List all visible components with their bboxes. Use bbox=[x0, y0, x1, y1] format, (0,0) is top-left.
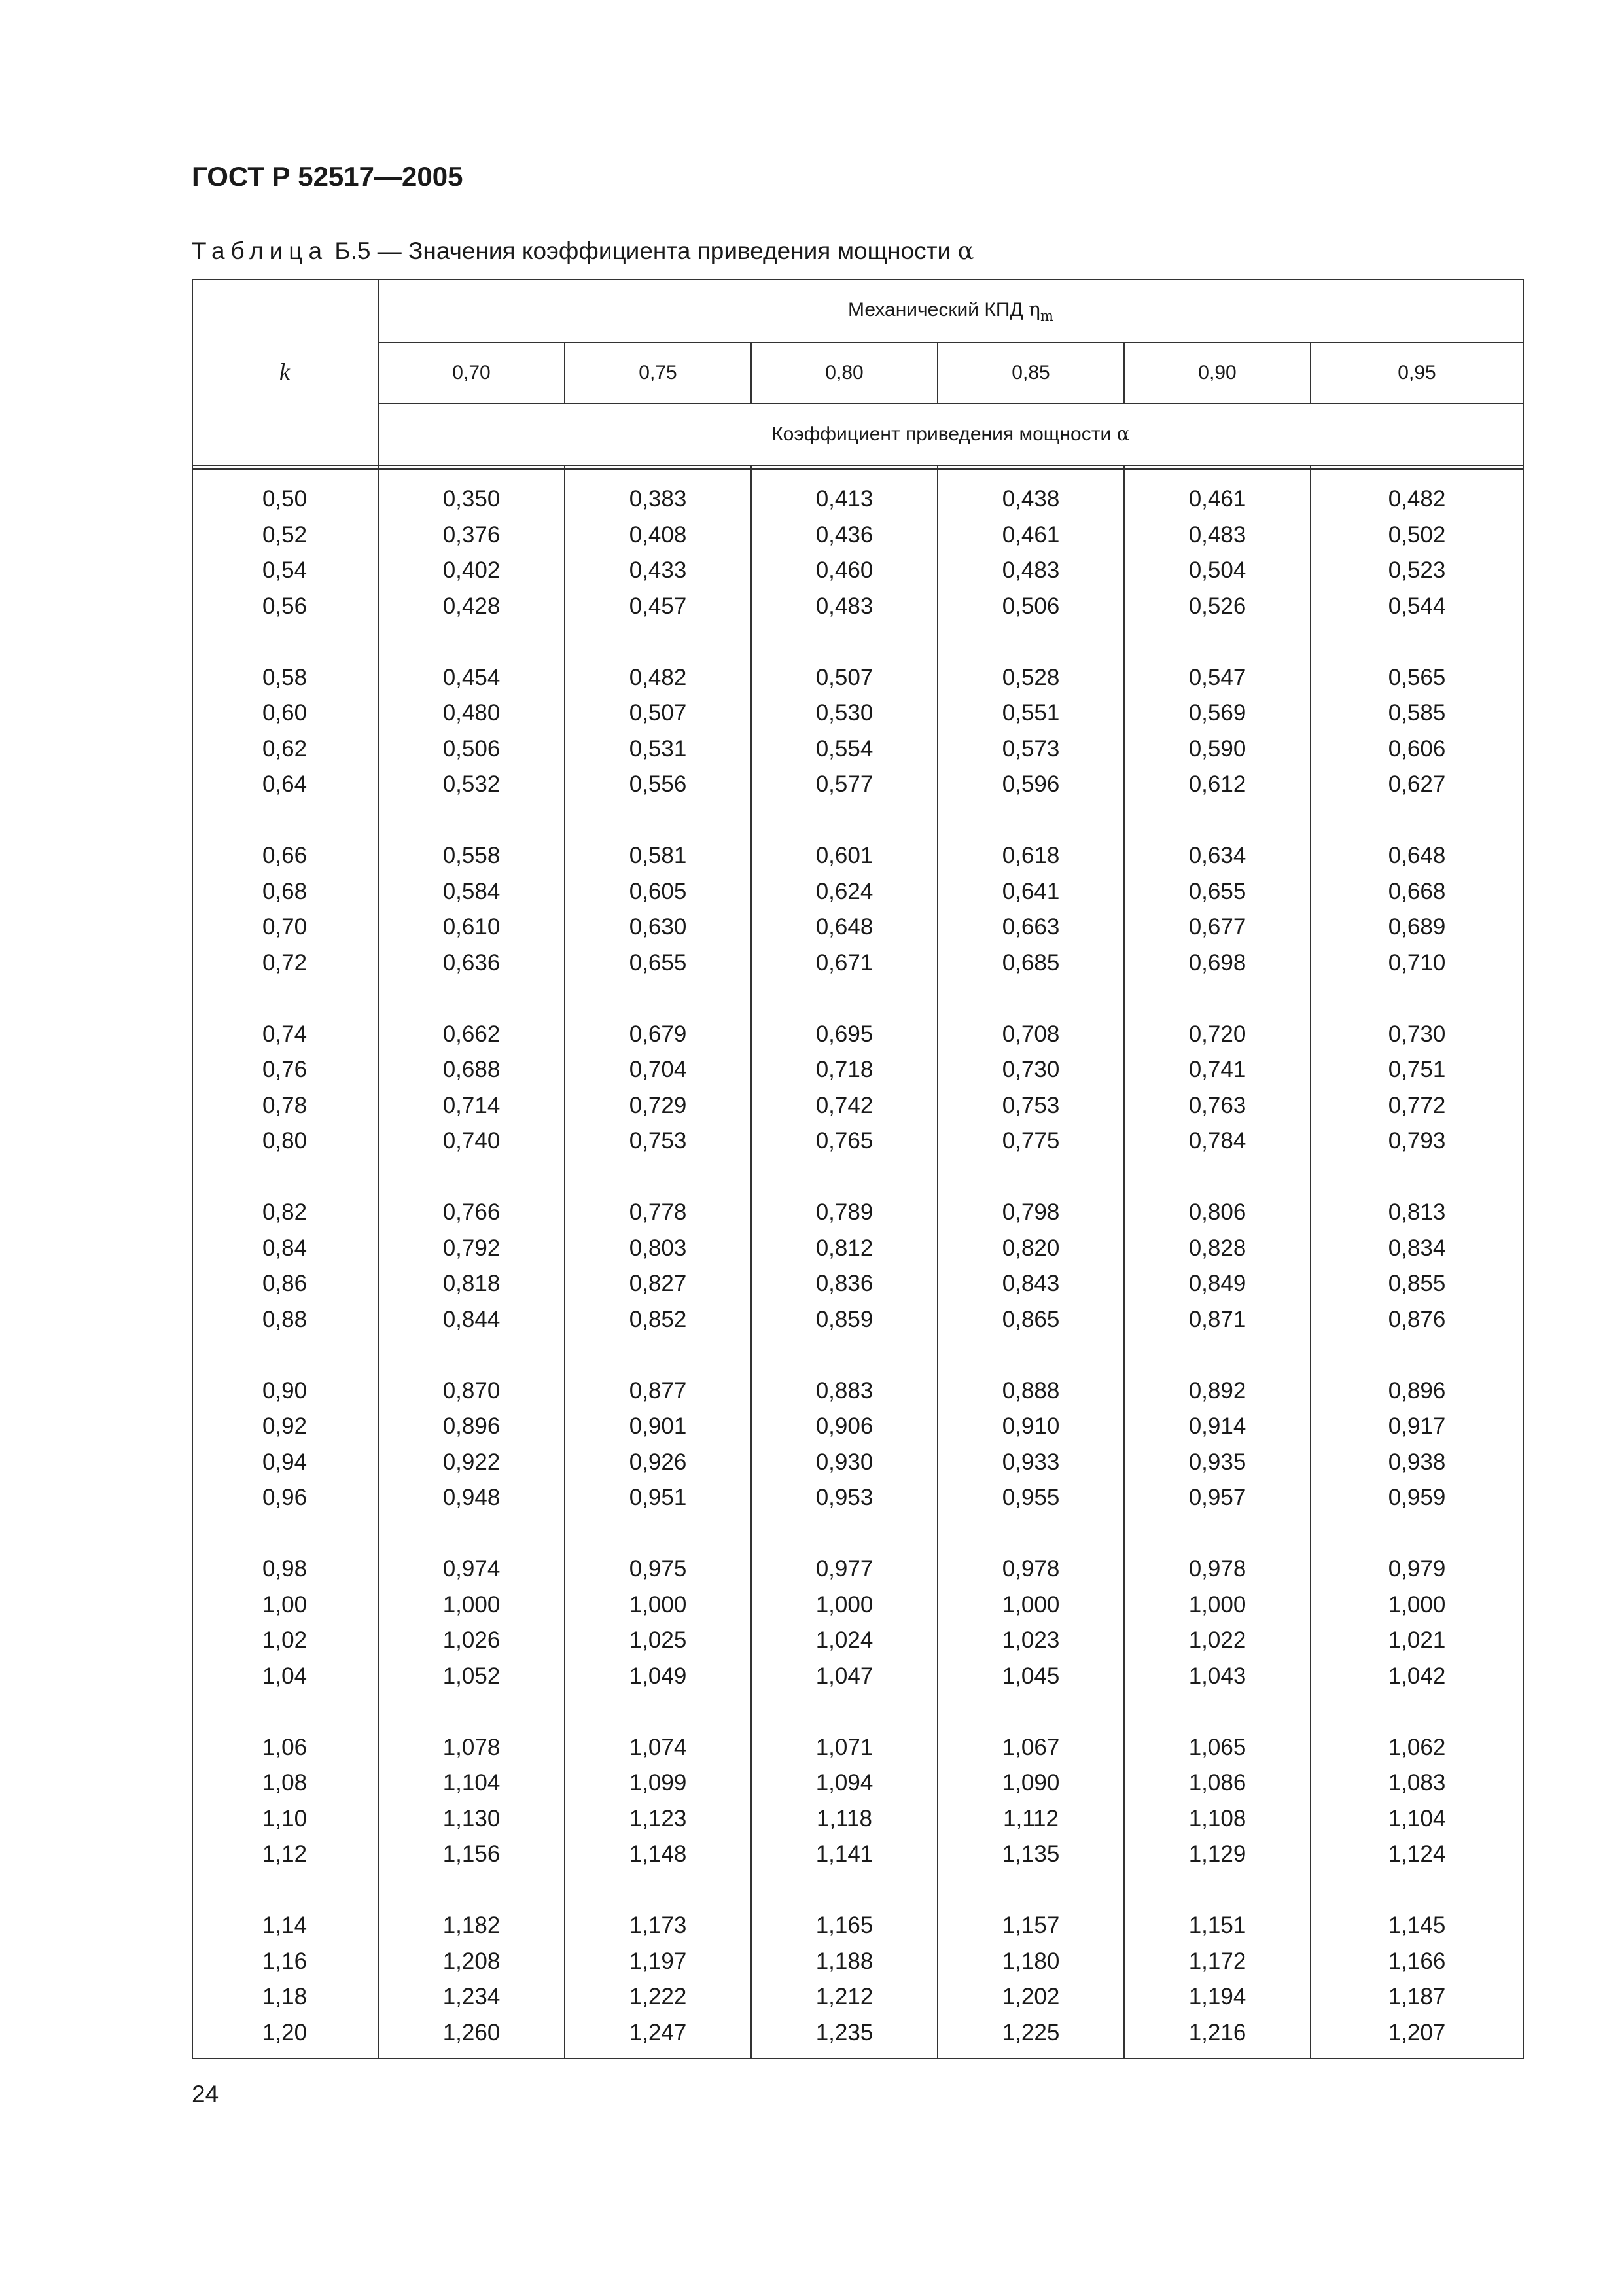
coefficient-cell: 1,208 bbox=[442, 1948, 501, 1974]
coefficient-cell: 1,173 bbox=[629, 1913, 687, 1938]
coefficient-cell: 0,820 bbox=[1002, 1235, 1060, 1261]
coefficient-cell: 0,554 bbox=[815, 735, 874, 762]
coefficient-cell: 1,090 bbox=[1002, 1770, 1060, 1795]
coefficient-cell: 0,532 bbox=[442, 771, 501, 797]
coefficient-cell: 0,844 bbox=[442, 1306, 501, 1332]
coefficient-cell: 1,065 bbox=[1188, 1734, 1246, 1760]
k-value-cell: 0,94 bbox=[262, 1449, 308, 1475]
header-rule-1 bbox=[378, 342, 1524, 343]
coefficient-cell: 0,806 bbox=[1188, 1199, 1246, 1225]
coefficient-cell: 0,865 bbox=[1002, 1306, 1060, 1332]
caption-symbol: α bbox=[957, 237, 974, 265]
table-border-bottom bbox=[192, 2058, 1524, 2059]
coefficient-cell: 0,688 bbox=[442, 1057, 501, 1082]
k-value-cell: 1,18 bbox=[262, 1984, 308, 2009]
coefficient-cell: 1,156 bbox=[442, 1841, 501, 1867]
coefficient-cell: 0,376 bbox=[442, 521, 501, 548]
coefficient-cell: 1,145 bbox=[1388, 1913, 1446, 1938]
coefficient-cell: 0,556 bbox=[629, 771, 687, 797]
coefficient-cell: 1,021 bbox=[1388, 1627, 1446, 1653]
coefficient-subheader bbox=[379, 421, 1523, 448]
coefficient-cell: 1,202 bbox=[1002, 1984, 1060, 2009]
k-value-cell: 1,16 bbox=[262, 1948, 308, 1974]
coefficient-cell: 0,436 bbox=[815, 521, 874, 548]
coefficient-cell: 0,834 bbox=[1388, 1235, 1446, 1261]
k-value-cell: 0,62 bbox=[262, 735, 308, 762]
k-value-cell: 0,78 bbox=[262, 1092, 308, 1118]
coefficient-cell: 0,573 bbox=[1002, 735, 1060, 762]
coefficient-subheader-label: Коэффициент приведения мощности bbox=[771, 423, 1112, 445]
coefficient-cell: 0,383 bbox=[629, 486, 687, 512]
coefficient-cell: 0,530 bbox=[815, 700, 874, 726]
coefficient-cell: 0,402 bbox=[442, 557, 501, 583]
coefficient-cell: 1,216 bbox=[1188, 2019, 1246, 2045]
coefficient-cell: 1,180 bbox=[1002, 1948, 1060, 1974]
coefficient-cell: 0,775 bbox=[1002, 1128, 1060, 1154]
coefficient-cell: 0,729 bbox=[629, 1092, 687, 1118]
coefficient-cell: 0,951 bbox=[629, 1485, 687, 1510]
coefficient-cell: 0,482 bbox=[1388, 486, 1446, 512]
coefficient-cell: 0,930 bbox=[815, 1449, 874, 1475]
coefficient-cell: 1,118 bbox=[817, 1805, 872, 1831]
k-value-cell: 1,08 bbox=[262, 1770, 308, 1795]
coefficient-cell: 1,112 bbox=[1003, 1805, 1059, 1831]
coefficient-cell: 0,883 bbox=[815, 1377, 874, 1404]
efficiency-column-header: 0,85 bbox=[1012, 362, 1050, 383]
k-value-cell: 0,82 bbox=[262, 1199, 308, 1225]
header-rule-2 bbox=[378, 403, 1524, 404]
k-value-cell: 0,80 bbox=[262, 1128, 308, 1154]
coefficient-cell: 0,461 bbox=[1002, 521, 1060, 548]
efficiency-group-header bbox=[379, 297, 1523, 329]
coefficient-cell: 0,855 bbox=[1388, 1271, 1446, 1296]
coefficient-cell: 1,207 bbox=[1388, 2019, 1446, 2045]
coefficient-cell: 0,720 bbox=[1188, 1021, 1246, 1047]
coefficient-cell: 1,025 bbox=[629, 1627, 687, 1653]
coefficient-cell: 0,507 bbox=[629, 700, 687, 726]
coefficient-cell: 0,708 bbox=[1002, 1021, 1060, 1047]
coefficient-cell: 0,843 bbox=[1002, 1271, 1060, 1296]
coefficient-cell: 0,655 bbox=[1188, 878, 1246, 904]
coefficient-cell: 1,078 bbox=[442, 1734, 501, 1760]
coefficient-cell: 0,977 bbox=[815, 1556, 874, 1581]
coefficient-cell: 1,141 bbox=[815, 1841, 874, 1867]
coefficient-cell: 0,778 bbox=[629, 1199, 687, 1225]
coefficient-cell: 0,892 bbox=[1188, 1377, 1246, 1404]
coefficient-cell: 1,182 bbox=[442, 1913, 501, 1938]
efficiency-group-label: Механический КПД bbox=[848, 299, 1023, 321]
coefficient-cell: 0,627 bbox=[1388, 771, 1446, 797]
coefficient-cell: 1,067 bbox=[1002, 1734, 1060, 1760]
coefficient-cell: 0,624 bbox=[815, 878, 874, 904]
coefficient-cell: 1,000 bbox=[815, 1591, 874, 1617]
coefficient-cell: 0,677 bbox=[1188, 914, 1246, 940]
coefficient-cell: 0,531 bbox=[629, 735, 687, 762]
k-value-cell: 0,50 bbox=[262, 486, 308, 512]
coefficient-cell: 1,222 bbox=[629, 1984, 687, 2009]
coefficient-cell: 1,151 bbox=[1188, 1913, 1246, 1938]
coefficient-cell: 0,789 bbox=[815, 1199, 874, 1225]
coefficient-cell: 0,698 bbox=[1188, 949, 1246, 976]
k-value-cell: 0,92 bbox=[262, 1413, 308, 1439]
coefficient-cell: 0,828 bbox=[1188, 1235, 1246, 1261]
efficiency-column-header: 0,95 bbox=[1398, 362, 1436, 383]
coefficient-cell: 0,433 bbox=[629, 557, 687, 583]
coefficient-cell: 1,049 bbox=[629, 1663, 687, 1689]
coefficient-cell: 1,000 bbox=[442, 1591, 501, 1617]
coefficient-cell: 0,812 bbox=[815, 1235, 874, 1261]
coefficient-cell: 0,648 bbox=[1388, 843, 1446, 868]
coefficient-cell: 0,979 bbox=[1388, 1556, 1446, 1581]
coefficient-cell: 1,188 bbox=[815, 1948, 874, 1974]
coefficient-cell: 1,026 bbox=[442, 1627, 501, 1653]
coefficient-cell: 0,438 bbox=[1002, 486, 1060, 512]
efficiency-column-header: 0,90 bbox=[1198, 362, 1237, 383]
coefficient-cell: 1,130 bbox=[442, 1805, 501, 1831]
coefficient-cell: 0,408 bbox=[629, 521, 687, 548]
coefficient-cell: 0,978 bbox=[1002, 1556, 1060, 1581]
coefficient-cell: 0,610 bbox=[442, 914, 501, 940]
coefficient-cell: 1,148 bbox=[629, 1841, 687, 1867]
coefficient-cell: 1,000 bbox=[1002, 1591, 1060, 1617]
coefficient-cell: 1,194 bbox=[1188, 1984, 1246, 2009]
k-value-cell: 0,60 bbox=[262, 700, 308, 726]
document-header: ГОСТ Р 52517—2005 bbox=[192, 161, 463, 192]
coefficient-cell: 0,917 bbox=[1388, 1413, 1446, 1439]
coefficient-cell: 0,888 bbox=[1002, 1377, 1060, 1404]
k-value-cell: 0,76 bbox=[262, 1057, 308, 1082]
coefficient-cell: 1,225 bbox=[1002, 2019, 1060, 2045]
coefficient-cell: 1,260 bbox=[442, 2019, 501, 2045]
coefficient-cell: 0,350 bbox=[442, 486, 501, 512]
coefficient-cell: 0,413 bbox=[815, 486, 874, 512]
coefficient-table bbox=[192, 279, 1524, 2059]
coefficient-cell: 0,763 bbox=[1188, 1092, 1246, 1118]
coefficient-cell: 0,671 bbox=[815, 949, 874, 976]
coefficient-cell: 0,798 bbox=[1002, 1199, 1060, 1225]
coefficient-cell: 0,742 bbox=[815, 1092, 874, 1118]
coefficient-cell: 1,024 bbox=[815, 1627, 874, 1653]
coefficient-cell: 1,166 bbox=[1388, 1948, 1446, 1974]
k-value-cell: 0,56 bbox=[262, 593, 308, 619]
coefficient-cell: 0,718 bbox=[815, 1057, 874, 1082]
coefficient-cell: 0,504 bbox=[1188, 557, 1246, 583]
coefficient-cell: 0,689 bbox=[1388, 914, 1446, 940]
coefficient-cell: 0,590 bbox=[1188, 735, 1246, 762]
coefficient-cell: 0,827 bbox=[629, 1271, 687, 1296]
coefficient-cell: 1,247 bbox=[629, 2019, 687, 2045]
efficiency-column-header: 0,75 bbox=[639, 362, 677, 383]
coefficient-cell: 0,601 bbox=[815, 843, 874, 868]
k-value-cell: 1,14 bbox=[262, 1913, 308, 1938]
coefficient-cell: 0,506 bbox=[442, 735, 501, 762]
k-value-cell: 0,54 bbox=[262, 557, 308, 583]
coefficient-cell: 0,630 bbox=[629, 914, 687, 940]
coefficient-cell: 1,104 bbox=[442, 1770, 501, 1795]
coefficient-cell: 0,914 bbox=[1188, 1413, 1246, 1439]
k-value-cell: 1,02 bbox=[262, 1627, 308, 1653]
coefficient-cell: 0,428 bbox=[442, 593, 501, 619]
page-number: 24 bbox=[192, 2081, 219, 2108]
coefficient-cell: 1,023 bbox=[1002, 1627, 1060, 1653]
coefficient-cell: 0,975 bbox=[629, 1556, 687, 1581]
coefficient-cell: 0,457 bbox=[629, 593, 687, 619]
k-value-cell: 0,84 bbox=[262, 1235, 308, 1261]
coefficient-cell: 0,901 bbox=[629, 1413, 687, 1439]
coefficient-cell: 0,662 bbox=[442, 1021, 501, 1047]
coefficient-cell: 1,123 bbox=[629, 1805, 687, 1831]
coefficient-cell: 0,641 bbox=[1002, 878, 1060, 904]
coefficient-cell: 0,959 bbox=[1388, 1485, 1446, 1510]
coefficient-cell: 0,528 bbox=[1002, 664, 1060, 690]
coefficient-cell: 0,565 bbox=[1388, 664, 1446, 690]
coefficient-cell: 0,938 bbox=[1388, 1449, 1446, 1475]
coefficient-cell: 0,547 bbox=[1188, 664, 1246, 690]
coefficient-cell: 0,753 bbox=[1002, 1092, 1060, 1118]
table-caption bbox=[192, 237, 974, 265]
coefficient-cell: 1,212 bbox=[815, 1984, 874, 2009]
coefficient-cell: 0,852 bbox=[629, 1306, 687, 1332]
coefficient-cell: 1,165 bbox=[815, 1913, 874, 1938]
coefficient-cell: 0,454 bbox=[442, 664, 501, 690]
k-value-cell: 0,66 bbox=[262, 843, 308, 868]
k-value-cell: 0,70 bbox=[262, 914, 308, 940]
header-double-rule-a bbox=[192, 465, 1524, 466]
coefficient-cell: 0,605 bbox=[629, 878, 687, 904]
coefficient-cell: 0,544 bbox=[1388, 593, 1446, 619]
coefficient-cell: 0,910 bbox=[1002, 1413, 1060, 1439]
coefficient-cell: 1,129 bbox=[1188, 1841, 1246, 1867]
coefficient-cell: 0,618 bbox=[1002, 843, 1060, 868]
coefficient-cell: 1,094 bbox=[815, 1770, 874, 1795]
coefficient-cell: 0,974 bbox=[442, 1556, 501, 1581]
coefficient-cell: 0,730 bbox=[1002, 1057, 1060, 1082]
coefficient-cell: 1,197 bbox=[629, 1948, 687, 1974]
coefficient-cell: 1,104 bbox=[1388, 1805, 1446, 1831]
coefficient-cell: 0,460 bbox=[815, 557, 874, 583]
coefficient-cell: 0,584 bbox=[442, 878, 501, 904]
k-value-cell: 0,74 bbox=[262, 1021, 308, 1047]
table-border-top bbox=[192, 279, 1524, 280]
coefficient-cell: 1,157 bbox=[1002, 1913, 1060, 1938]
coefficient-cell: 0,730 bbox=[1388, 1021, 1446, 1047]
k-value-cell: 0,52 bbox=[262, 521, 308, 548]
coefficient-cell: 0,859 bbox=[815, 1306, 874, 1332]
coefficient-cell: 1,099 bbox=[629, 1770, 687, 1795]
coefficient-cell: 0,636 bbox=[442, 949, 501, 976]
coefficient-cell: 0,978 bbox=[1188, 1556, 1246, 1581]
coefficient-cell: 0,596 bbox=[1002, 771, 1060, 797]
coefficient-cell: 0,818 bbox=[442, 1271, 501, 1296]
coefficient-cell: 0,877 bbox=[629, 1377, 687, 1404]
coefficient-cell: 0,506 bbox=[1002, 593, 1060, 619]
coefficient-cell: 0,577 bbox=[815, 771, 874, 797]
coefficient-cell: 0,871 bbox=[1188, 1306, 1246, 1332]
coefficient-cell: 0,836 bbox=[815, 1271, 874, 1296]
coefficient-cell: 1,234 bbox=[442, 1984, 501, 2009]
k-value-cell: 0,96 bbox=[262, 1485, 308, 1510]
coefficient-cell: 0,606 bbox=[1388, 735, 1446, 762]
coefficient-cell: 0,612 bbox=[1188, 771, 1246, 797]
coefficient-cell: 0,948 bbox=[442, 1485, 501, 1510]
k-value-cell: 0,90 bbox=[262, 1377, 308, 1404]
coefficient-cell: 0,483 bbox=[1188, 521, 1246, 548]
coefficient-cell: 0,876 bbox=[1388, 1306, 1446, 1332]
coefficient-cell: 0,926 bbox=[629, 1449, 687, 1475]
coefficient-cell: 0,461 bbox=[1188, 486, 1246, 512]
coefficient-cell: 0,955 bbox=[1002, 1485, 1060, 1510]
coefficient-cell: 0,704 bbox=[629, 1057, 687, 1082]
coefficient-cell: 0,741 bbox=[1188, 1057, 1246, 1082]
coefficient-cell: 1,071 bbox=[815, 1734, 874, 1760]
k-value-cell: 0,86 bbox=[262, 1271, 308, 1296]
coefficient-cell: 0,957 bbox=[1188, 1485, 1246, 1510]
coefficient-cell: 1,000 bbox=[629, 1591, 687, 1617]
coefficient-cell: 0,483 bbox=[1002, 557, 1060, 583]
coefficient-cell: 0,668 bbox=[1388, 878, 1446, 904]
coefficient-cell: 1,083 bbox=[1388, 1770, 1446, 1795]
alpha-symbol: α bbox=[1116, 423, 1130, 446]
coefficient-cell: 0,710 bbox=[1388, 949, 1446, 976]
coefficient-cell: 0,906 bbox=[815, 1413, 874, 1439]
caption-text: Б.5 — Значения коэффициента приведения мощности bbox=[334, 238, 951, 264]
coefficient-cell: 1,045 bbox=[1002, 1663, 1060, 1689]
coefficient-cell: 1,000 bbox=[1188, 1591, 1246, 1617]
coefficient-cell: 0,483 bbox=[815, 593, 874, 619]
k-value-cell: 1,20 bbox=[262, 2019, 308, 2045]
coefficient-cell: 0,663 bbox=[1002, 914, 1060, 940]
coefficient-cell: 0,648 bbox=[815, 914, 874, 940]
coefficient-cell: 0,585 bbox=[1388, 700, 1446, 726]
coefficient-cell: 1,187 bbox=[1388, 1984, 1446, 2009]
coefficient-cell: 0,766 bbox=[442, 1199, 501, 1225]
coefficient-cell: 0,634 bbox=[1188, 843, 1246, 868]
coefficient-cell: 1,086 bbox=[1188, 1770, 1246, 1795]
coefficient-cell: 0,482 bbox=[629, 664, 687, 690]
coefficient-cell: 0,523 bbox=[1388, 557, 1446, 583]
coefficient-cell: 1,124 bbox=[1388, 1841, 1446, 1867]
coefficient-cell: 1,043 bbox=[1188, 1663, 1246, 1689]
coefficient-cell: 0,772 bbox=[1388, 1092, 1446, 1118]
coefficient-cell: 0,896 bbox=[442, 1413, 501, 1439]
coefficient-cell: 1,052 bbox=[442, 1663, 501, 1689]
coefficient-cell: 1,235 bbox=[815, 2019, 874, 2045]
k-value-cell: 0,88 bbox=[262, 1306, 308, 1332]
k-value-cell: 1,00 bbox=[262, 1591, 308, 1617]
k-value-cell: 0,68 bbox=[262, 878, 308, 904]
coefficient-cell: 0,655 bbox=[629, 949, 687, 976]
k-value-cell: 1,12 bbox=[262, 1841, 308, 1867]
efficiency-column-header: 0,70 bbox=[452, 362, 491, 383]
k-value-cell: 0,98 bbox=[262, 1556, 308, 1581]
coefficient-cell: 0,740 bbox=[442, 1128, 501, 1154]
coefficient-cell: 0,526 bbox=[1188, 593, 1246, 619]
k-value-cell: 0,58 bbox=[262, 664, 308, 690]
coefficient-cell: 0,849 bbox=[1188, 1271, 1246, 1296]
eta-symbol: η bbox=[1029, 298, 1041, 321]
coefficient-cell: 1,074 bbox=[629, 1734, 687, 1760]
coefficient-cell: 0,935 bbox=[1188, 1449, 1246, 1475]
k-value-cell: 1,04 bbox=[262, 1663, 308, 1689]
coefficient-cell: 1,108 bbox=[1188, 1805, 1246, 1831]
coefficient-cell: 1,022 bbox=[1188, 1627, 1246, 1653]
coefficient-cell: 1,135 bbox=[1002, 1841, 1060, 1867]
coefficient-cell: 0,793 bbox=[1388, 1128, 1446, 1154]
coefficient-cell: 0,765 bbox=[815, 1128, 874, 1154]
coefficient-cell: 1,172 bbox=[1188, 1948, 1246, 1974]
coefficient-cell: 0,803 bbox=[629, 1235, 687, 1261]
coefficient-cell: 1,062 bbox=[1388, 1734, 1446, 1760]
k-value-cell: 0,72 bbox=[262, 949, 308, 976]
coefficient-cell: 0,896 bbox=[1388, 1377, 1446, 1404]
k-value-cell: 1,10 bbox=[262, 1805, 308, 1831]
header-double-rule-b bbox=[192, 468, 1524, 470]
coefficient-cell: 1,000 bbox=[1388, 1591, 1446, 1617]
coefficient-cell: 0,581 bbox=[629, 843, 687, 868]
table-border-right bbox=[1523, 279, 1524, 2059]
coefficient-cell: 0,551 bbox=[1002, 700, 1060, 726]
coefficient-cell: 0,922 bbox=[442, 1449, 501, 1475]
coefficient-cell: 1,042 bbox=[1388, 1663, 1446, 1689]
coefficient-cell: 0,695 bbox=[815, 1021, 874, 1047]
coefficient-cell: 0,792 bbox=[442, 1235, 501, 1261]
coefficient-cell: 0,502 bbox=[1388, 521, 1446, 548]
coefficient-cell: 0,558 bbox=[442, 843, 501, 868]
coefficient-cell: 0,870 bbox=[442, 1377, 501, 1404]
coefficient-cell: 1,047 bbox=[815, 1663, 874, 1689]
coefficient-cell: 0,784 bbox=[1188, 1128, 1246, 1154]
k-value-cell: 1,06 bbox=[262, 1734, 308, 1760]
coefficient-cell: 0,714 bbox=[442, 1092, 501, 1118]
efficiency-column-header: 0,80 bbox=[825, 362, 864, 383]
coefficient-cell: 0,953 bbox=[815, 1485, 874, 1510]
coefficient-cell: 0,685 bbox=[1002, 949, 1060, 976]
coefficient-cell: 0,480 bbox=[442, 700, 501, 726]
eta-subscript: m bbox=[1040, 308, 1053, 324]
coefficient-cell: 0,933 bbox=[1002, 1449, 1060, 1475]
coefficient-cell: 0,751 bbox=[1388, 1057, 1446, 1082]
coefficient-cell: 0,507 bbox=[815, 664, 874, 690]
coefficient-cell: 0,813 bbox=[1388, 1199, 1446, 1225]
k-column-header: k bbox=[279, 359, 290, 385]
coefficient-cell: 0,679 bbox=[629, 1021, 687, 1047]
k-value-cell: 0,64 bbox=[262, 771, 308, 797]
caption-label: Таблица bbox=[192, 238, 328, 264]
coefficient-cell: 0,569 bbox=[1188, 700, 1246, 726]
coefficient-cell: 0,753 bbox=[629, 1128, 687, 1154]
